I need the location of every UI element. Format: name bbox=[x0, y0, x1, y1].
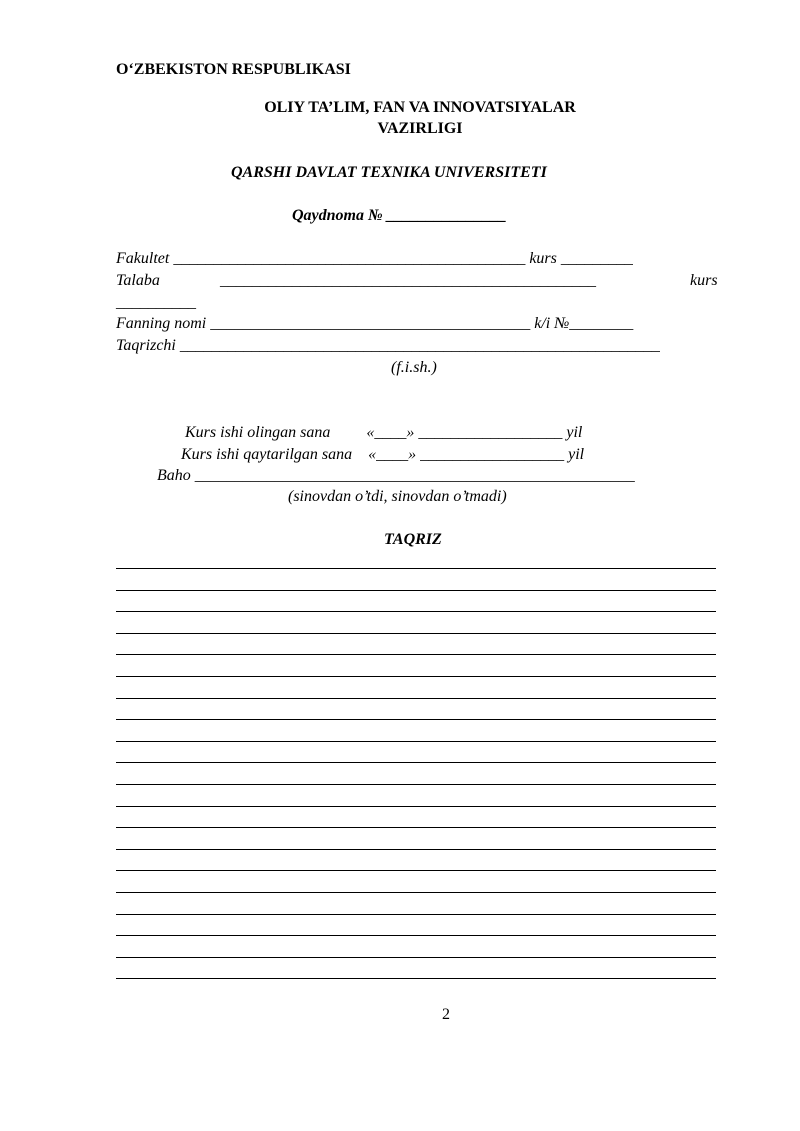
talaba-label: Talaba bbox=[116, 272, 160, 289]
country-title: O‘ZBEKISTON RESPUBLIKASI bbox=[116, 61, 351, 78]
baho-note: (sinovdan o’tdi, sinovdan o’tmadi) bbox=[288, 488, 507, 505]
taqriz-blank-line bbox=[116, 892, 716, 893]
ministry-line-1: OLIY TA’LIM, FAN VA INNOVATSIYALAR bbox=[264, 99, 576, 116]
taqriz-blank-line bbox=[116, 719, 716, 720]
fakultet-field: Fakultet ____________________________________________ kurs _________ bbox=[116, 250, 633, 267]
taqriz-blank-line bbox=[116, 784, 716, 785]
taqriz-blank-line bbox=[116, 957, 716, 958]
taqriz-blank-line bbox=[116, 590, 716, 591]
fanning-nomi-field: Fanning nomi ________________________________________ k/i №________ bbox=[116, 315, 634, 332]
taqriz-blank-line bbox=[116, 849, 716, 850]
taqriz-blank-line bbox=[116, 741, 716, 742]
taqriz-blank-line bbox=[116, 568, 716, 569]
talaba-blank: _______________________________________________ bbox=[220, 272, 596, 289]
taqriz-blank-line bbox=[116, 654, 716, 655]
taqriz-blank-line bbox=[116, 827, 716, 828]
ministry-line-2: VAZIRLIGI bbox=[377, 120, 463, 137]
talaba-kurs-blank: __________ bbox=[116, 294, 196, 311]
taqriz-blank-line bbox=[116, 935, 716, 936]
olingan-sana-field: Kurs ishi olingan sana «____» __________________ yil bbox=[185, 424, 583, 441]
taqriz-blank-line bbox=[116, 698, 716, 699]
taqriz-title: TAQRIZ bbox=[384, 531, 442, 548]
qaydnoma-title: Qaydnoma № _______________ bbox=[292, 207, 507, 224]
fish-caption: (f.i.sh.) bbox=[391, 359, 437, 376]
taqriz-blank-line bbox=[116, 806, 716, 807]
taqriz-blank-line bbox=[116, 611, 716, 612]
talaba-kurs-label: kurs bbox=[690, 272, 718, 289]
university-title: QARSHI DAVLAT TEXNIKA UNIVERSITETI bbox=[231, 164, 547, 181]
baho-field: Baho _______________________________________________________ bbox=[157, 467, 635, 484]
page-number: 2 bbox=[442, 1006, 450, 1023]
taqriz-blank-line bbox=[116, 914, 716, 915]
taqriz-blank-line bbox=[116, 676, 716, 677]
taqriz-blank-line bbox=[116, 762, 716, 763]
taqriz-blank-line bbox=[116, 978, 716, 979]
taqrizchi-field: Taqrizchi ____________________________________________________________ bbox=[116, 337, 660, 354]
taqriz-blank-line bbox=[116, 870, 716, 871]
taqriz-blank-line bbox=[116, 633, 716, 634]
qaytarilgan-sana-field: Kurs ishi qaytarilgan sana «____» __________________ yil bbox=[181, 446, 585, 463]
